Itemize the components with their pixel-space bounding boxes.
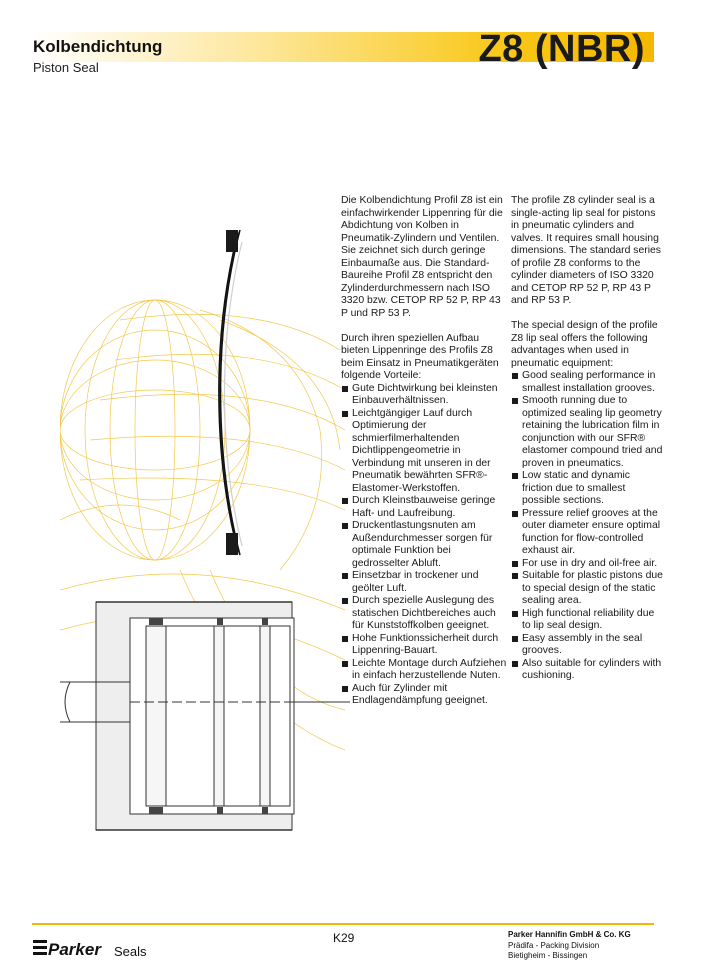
text-column-german: [341, 195, 509, 708]
advantages-list-en: [511, 370, 663, 683]
company-name: Parker Hannifin GmbH & Co. KG: [508, 930, 631, 939]
logo-text: Parker: [48, 940, 101, 959]
intro-paragraph-de: Die Kolbendichtung Profil Z8 ist ein einfachwirkender Lippenring für die Abdichtung von Kolben in Pneumatik-Zylindern und Ventilen. Sie zeichnet sich durch geringe Einbaumaße aus. Die Standard-Baureihe Profil Z8 entspricht den Zylinderdurchmessern nach ISO 3320 bzw. CETOP RP 52 P, RP 43 P und RP 53 P.: [341, 195, 503, 319]
list-item: Leichtgängiger Lauf durch Optimierung der schmierfilmerhaltenden Dichtlippengeometrie in Verbindung mit unseren in der Pneumatik bewährten SFR®-Elastomer-Werkstoffen.: [341, 408, 509, 496]
page-number: K29: [333, 931, 355, 945]
piston-seal-illustration: [60, 190, 350, 850]
list-item: Durch Kleinstbauweise geringe Haft- und Laufreibung.: [341, 495, 509, 520]
list-item: Hohe Funktionssicherheit durch Lippenring-Bauart.: [341, 633, 509, 658]
list-item: Auch für Zylinder mit Endlagendämpfung geeignet.: [341, 683, 509, 708]
text-column-english: [511, 195, 663, 683]
list-item: For use in dry and oil-free air.: [511, 558, 663, 571]
company-location: Bietigheim - Bissingen: [508, 951, 588, 960]
list-item: Gute Dichtwirkung bei kleinsten Einbauverhältnissen.: [341, 383, 509, 408]
page-title-de: Kolbendichtung: [33, 37, 163, 56]
list-item: High functional reliability due to lip seal design.: [511, 608, 663, 633]
company-division: Prädifa - Packing Division: [508, 940, 600, 950]
list-item: Good sealing performance in smallest installation grooves.: [511, 370, 663, 395]
list-item: Smooth running due to optimized sealing lip geometry retaining the lubrication film in conjunction with our SFR® elastomer compound tried and proven in pneumatics.: [511, 395, 663, 470]
list-item: Low static and dynamic friction due to smallest possible sections.: [511, 470, 663, 508]
company-info: [508, 930, 631, 962]
list-item: Einsetzbar in trockener und geölter Luft.: [341, 570, 509, 595]
list-item: Leichte Montage durch Aufziehen in einfach herzustellende Nuten.: [341, 658, 509, 683]
list-item: Pressure relief grooves at the outer diameter ensure optimal function for flow-controlled exhaust air.: [511, 508, 663, 558]
advantages-intro-en: The special design of the profile Z8 lip seal offers the following advantages when used in pneumatic equipment:: [511, 320, 658, 369]
parker-logo: [33, 936, 113, 962]
list-item: Easy assembly in the seal grooves.: [511, 633, 663, 658]
advantages-intro-de: Durch ihren speziellen Aufbau bieten Lippenringe des Profils Z8 beim Einsatz in Pneumatikgeräten folgende Vorteile:: [341, 332, 499, 381]
page-title-en: Piston Seal: [33, 60, 99, 75]
list-item: Also suitable for cylinders with cushioning.: [511, 658, 663, 683]
logo-suffix: Seals: [114, 944, 147, 959]
list-item: Durch spezielle Auslegung des statischen Dichtbereiches auch für Kunststoffkolben geeignet.: [341, 595, 509, 633]
list-item: Suitable for plastic pistons due to special design of the static sealing area.: [511, 570, 663, 608]
list-item: Druckentlastungsnuten am Außendurchmesser sorgen für optimale Funktion bei gedrosselter Abluft.: [341, 520, 509, 570]
advantages-list-de: [341, 383, 509, 708]
cylinder-cross-section: [60, 602, 350, 830]
product-code: Z8 (NBR): [478, 28, 645, 70]
footer-divider: [32, 923, 654, 925]
intro-paragraph-en: The profile Z8 cylinder seal is a single-acting lip seal for pistons in pneumatic cylinders and valves. It requires small housing dimensions. The standard series of profile Z8 conforms to the cylinder diameters of ISO 3320 and CETOP RP 52 P, RP 43 P and RP 53 P.: [511, 195, 661, 306]
